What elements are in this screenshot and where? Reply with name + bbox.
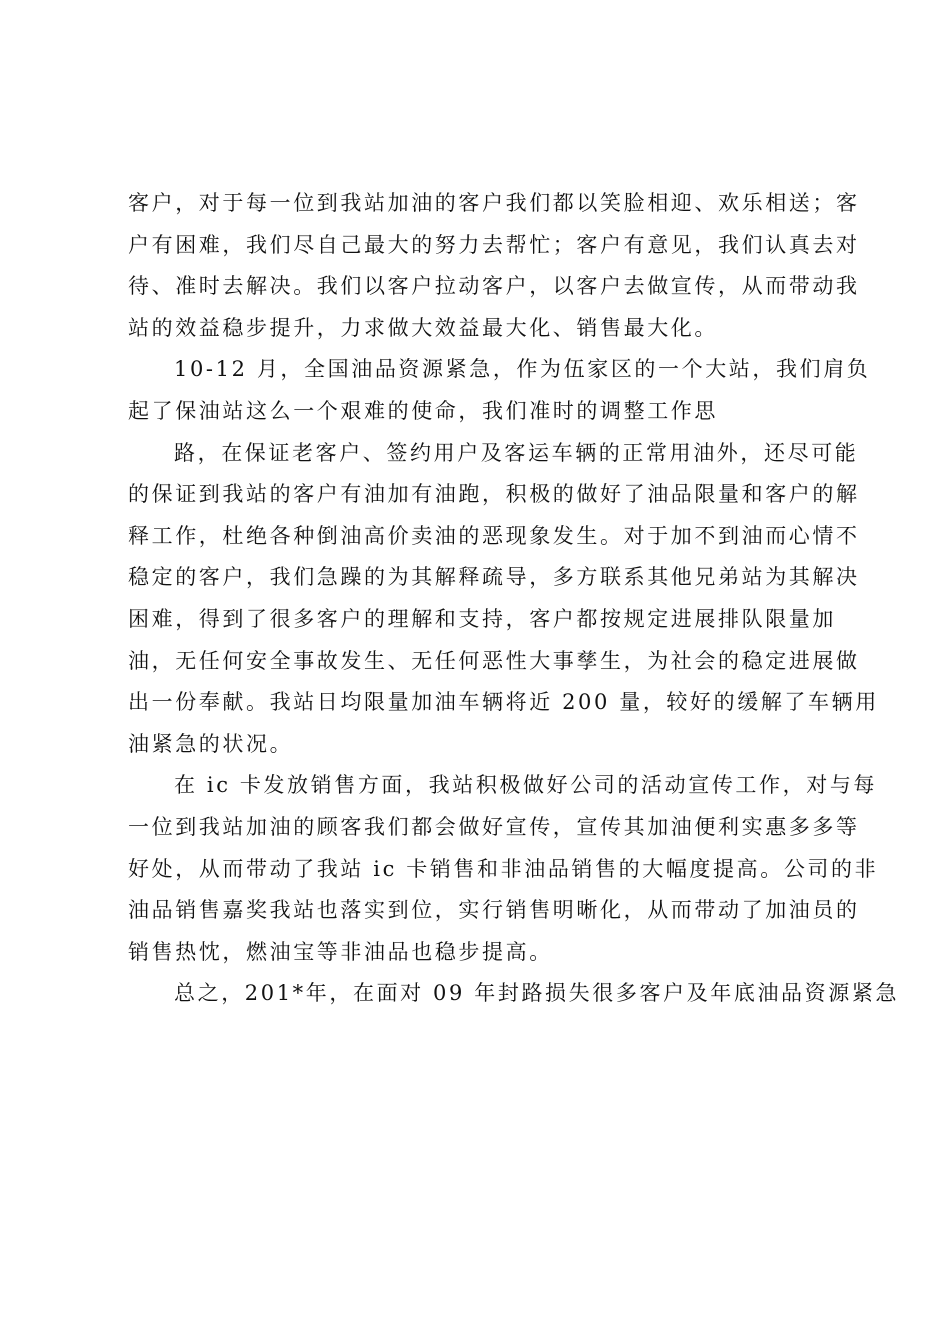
paragraph-supply-guarantee xyxy=(128,433,879,766)
text-line: 待、准时去解决。我们以客户拉动客户，以客户去做宣传，从而带动我 xyxy=(128,274,860,299)
text-line: 客户，对于每一位到我站加油的客户我们都以笑脸相迎、欢乐相送；客 xyxy=(128,191,860,215)
text-line: 10-12 月，全国油品资源紧急，作为伍家区的一个大站，我们肩负 xyxy=(174,357,871,382)
text-line: 油，无任何安全事故发生、无任何恶性大事孳生，为社会的稳定进展做 xyxy=(128,648,860,673)
text-line: 油品销售嘉奖我站也落实到位，实行销售明晰化，从而带动了加油员的 xyxy=(128,898,860,923)
text-line: 站的效益稳步提升，力求做大效益最大化、销售最大化。 xyxy=(128,315,718,340)
text-line: 总之，201*年，在面对 09 年封路损失很多客户及年底油品资源紧急 xyxy=(174,981,900,1006)
text-line: 销售热忱，燃油宝等非油品也稳步提高。 xyxy=(128,939,553,964)
paragraph-customer-service xyxy=(128,183,860,349)
text-line: 出一份奉献。我站日均限量加油车辆将近 200 量，较好的缓解了车辆用 xyxy=(128,690,879,715)
paragraph-summary xyxy=(128,973,900,1015)
text-line: 稳定的客户，我们急躁的为其解释疏导，多方联系其他兄弟站为其解决 xyxy=(128,565,860,590)
paragraph-oil-shortage xyxy=(128,349,871,432)
text-line: 路，在保证老客户、签约用户及客运车辆的正常用油外，还尽可能 xyxy=(174,440,859,465)
text-line: 好处，从而带动了我站 ic 卡销售和非油品销售的大幅度提高。公司的非 xyxy=(128,856,879,881)
text-line: 户有困难，我们尽自己最大的努力去帮忙；客户有意见，我们认真去对 xyxy=(128,232,860,257)
text-line: 起了保油站这么一个艰难的使命，我们准时的调整工作思 xyxy=(128,398,718,423)
text-line: 释工作，杜绝各种倒油高价卖油的恶现象发生。对于加不到油而心情不 xyxy=(128,523,860,548)
text-line: 的保证到我站的客户有油加有油跑，积极的做好了油品限量和客户的解 xyxy=(128,482,860,507)
text-line: 一位到我站加油的顾客我们都会做好宣传，宣传其加油便利实惠多多等 xyxy=(128,814,860,839)
text-line: 困难，得到了很多客户的理解和支持，客户都按规定进展排队限量加 xyxy=(128,606,836,631)
document-body xyxy=(128,183,900,1015)
text-line: 油紧急的状况。 xyxy=(128,731,294,756)
paragraph-ic-card-sales xyxy=(128,765,879,973)
text-line: 在 ic 卡发放销售方面，我站积极做好公司的活动宣传工作，对与每 xyxy=(174,773,878,798)
